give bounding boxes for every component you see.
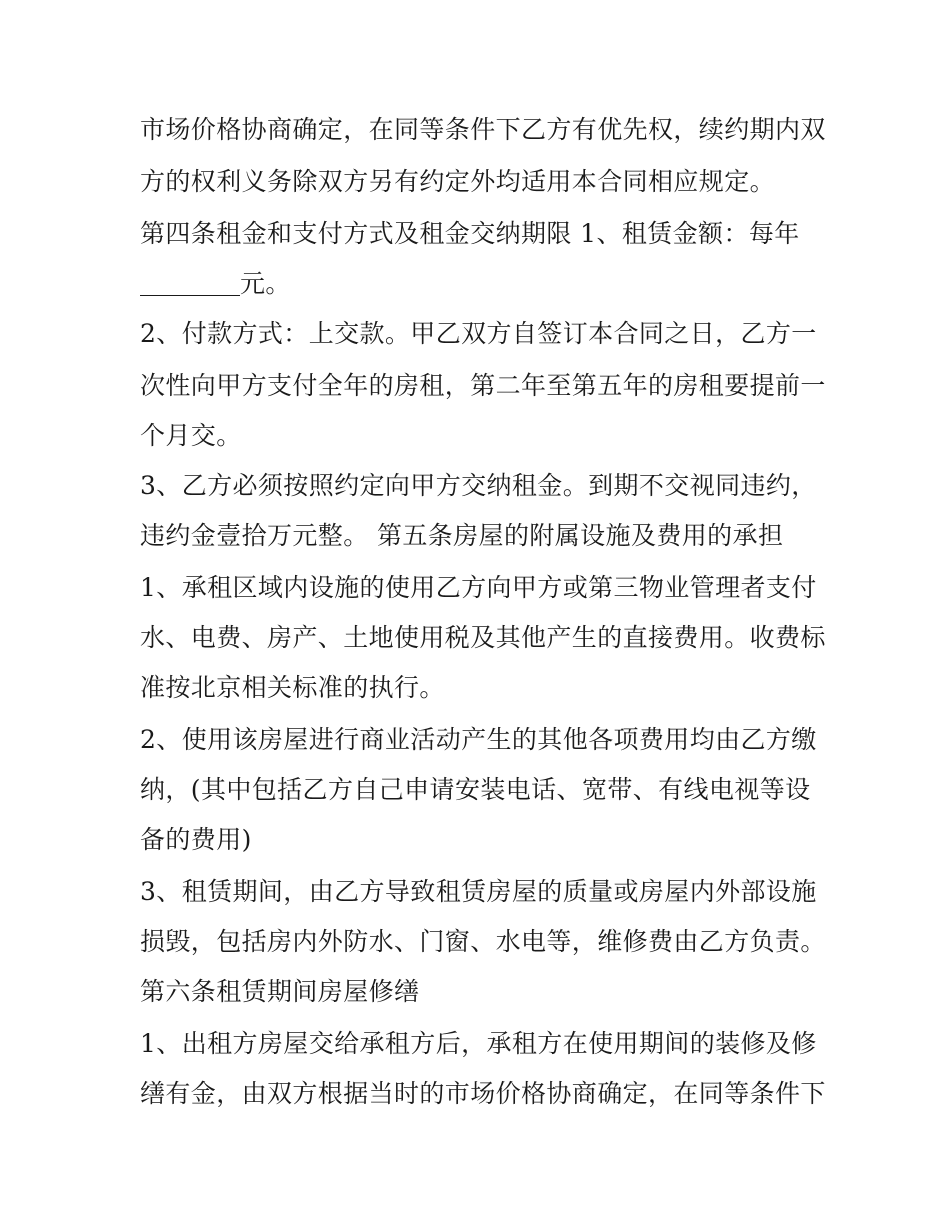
text-fragment: 元。 [240,269,291,298]
text-line: 违约金壹拾万元整。 第五条房屋的附属设施及费用的承担 [140,521,784,550]
text-line: 3、乙方必须按照约定向甲方交纳租金。到期不交视同违约， [140,471,817,500]
text-line: 纳，(其中包括乙方自己申请安装电话、宽带、有线电视等设 [140,775,811,804]
text-line: 损毁，包括房内外防水、门窗、水电等，维修费由乙方负责。 [140,927,826,956]
text-line: 缮有金，由双方根据当时的市场价格协商确定，在同等条件下 [140,1079,826,1108]
section-heading: 第六条租赁期间房屋修缮 [140,977,420,1006]
text-line: 市场价格协商确定，在同等条件下乙方有优先权，续约期内双 [140,115,826,144]
text-line: 水、电费、房产、土地使用税及其他产生的直接费用。收费标 [140,623,826,652]
text-line: 第四条租金和支付方式及租金交纳期限 1、租赁金额：每年 [140,219,800,248]
text-line: 3、租赁期间，由乙方导致租赁房屋的质量或房屋内外部设施 [140,877,817,906]
text-line: 2、付款方式：上交款。甲乙双方自签订本合同之日，乙方一 [140,319,817,348]
text-line: 2、使用该房屋进行商业活动产生的其他各项费用均由乙方缴 [140,725,817,754]
text-line: 1、出租方房屋交给承租方后，承租方在使用期间的装修及修 [140,1029,817,1058]
text-line: 个月交。 [140,421,242,450]
text-line: 准按北京相关标准的执行。 [140,673,445,702]
fill-in-blank [140,269,240,296]
text-line: 次性向甲方支付全年的房租，第二年至第五年的房租要提前一 [140,371,826,400]
text-line: 方的权利义务除双方另有约定外均适用本合同相应规定。 [140,167,776,196]
text-line: 1、承租区域内设施的使用乙方向甲方或第三物业管理者支付 [140,573,817,602]
text-line-with-blank [140,266,291,302]
text-line: 备的费用) [140,825,252,854]
